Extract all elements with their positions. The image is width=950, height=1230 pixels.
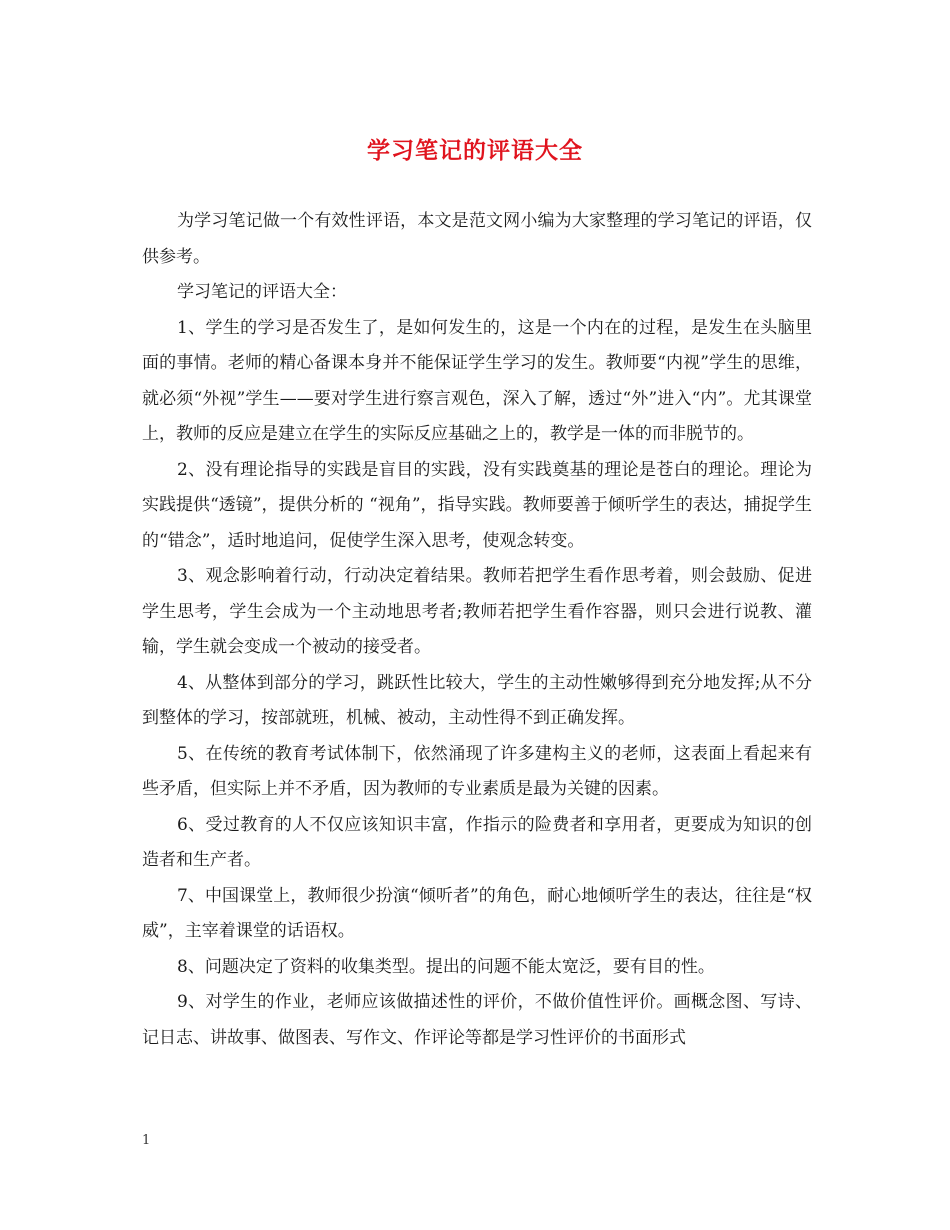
paragraph-item-8: 8、问题决定了资料的收集类型。提出的问题不能太宽泛，要有目的性。 — [177, 956, 715, 977]
document-body — [142, 204, 812, 1056]
document-title: 学习笔记的评语大全 — [367, 138, 583, 164]
paragraph-intro: 为学习笔记做一个有效性评语，本文是范文网小编为大家整理的学习笔记的评语，仅供参考。 — [142, 211, 812, 267]
paragraph-item-5: 5、在传统的教育考试体制下，依然涌现了许多建构主义的老师，这表面上看起来有些矛盾，但实际上并不矛盾，因为教师的专业素质是最为关键的因素。 — [142, 743, 812, 799]
page-number: 1 — [142, 1133, 151, 1148]
paragraph-heading: 学习笔记的评语大全： — [177, 282, 347, 302]
paragraph-item-3: 3、观念影响着行动，行动决定着结果。教师若把学生看作思考着，则会鼓励、促进学生思考，学生会成为一个主动地思考者;教师若把学生看作容器，则只会进行说教、灌输，学生就会变成一个被动的接受者。 — [142, 566, 812, 657]
paragraph-item-9: 9、对学生的作业，老师应该做描述性的评价，不做价值性评价。画概念图、写诗、记日志、讲故事、做图表、写作文、作评论等都是学习性评价的书面形式 — [142, 992, 812, 1048]
paragraph-item-4: 4、从整体到部分的学习，跳跃性比较大，学生的主动性嫩够得到充分地发挥;从不分到整体的学习，按部就班，机械、被动，主动性得不到正确发挥。 — [142, 672, 812, 728]
paragraph-item-1: 1、学生的学习是否发生了，是如何发生的，这是一个内在的过程，是发生在头脑里面的事情。老师的精心备课本身并不能保证学生学习的发生。教师要“内视”学生的思维，就必须“外视”学生——要对学生进行察言观色，深入了解，透过“外”进入“内”。尤其课堂上，教师的反应是建立在学生的实际反应基础之上的，教学是一体的而非脱节的。 — [142, 317, 812, 444]
paragraph-item-6: 6、受过教育的人不仅应该知识丰富，作指示的险费者和享用者，更要成为知识的创造者和生产者。 — [142, 814, 812, 870]
paragraph-item-7: 7、中国课堂上，教师很少扮演“倾听者”的角色，耐心地倾听学生的表达，往往是“权威”，主宰着课堂的话语权。 — [142, 885, 812, 941]
paragraph-item-2: 2、没有理论指导的实践是盲目的实践，没有实践奠基的理论是苍白的理论。理论为实践提供“透镜”，提供分析的 “视角”，指导实践。教师要善于倾听学生的表达，捕捉学生的“错念”，适时地追问，促使学生深入思考，使观念转变。 — [142, 459, 812, 551]
